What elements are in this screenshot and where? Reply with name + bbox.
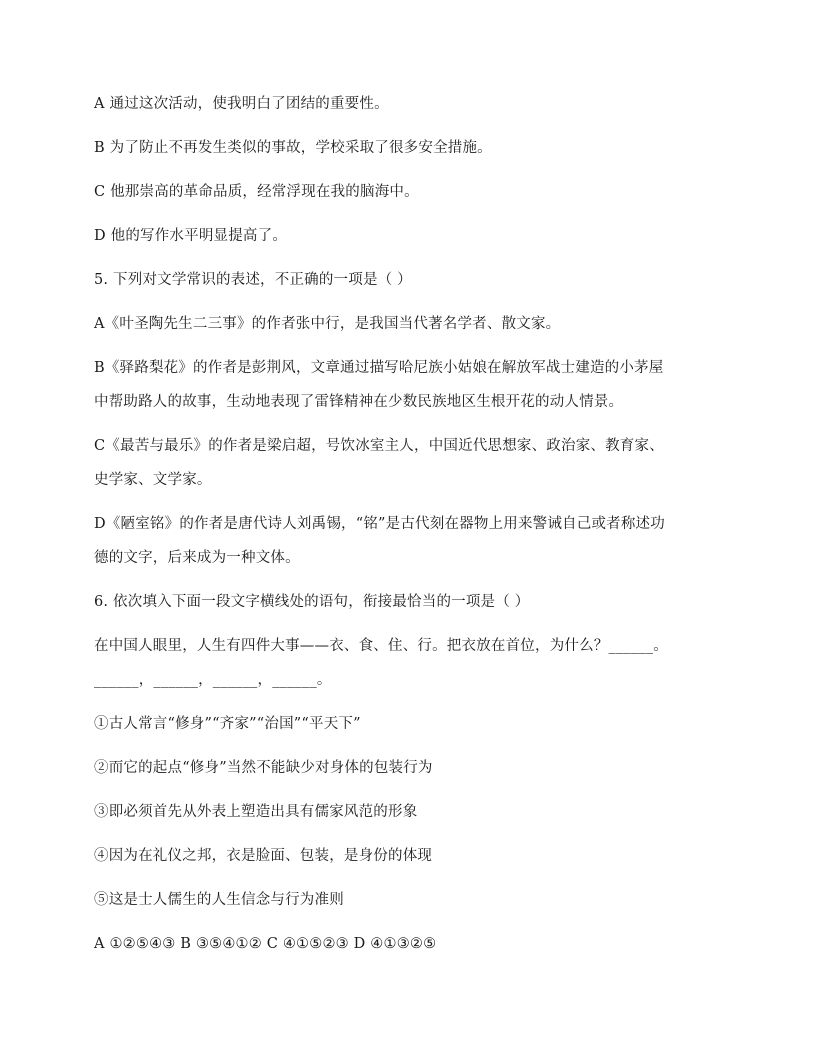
q5-option-c-line-2: 史学家、文学家。 (94, 472, 212, 488)
q6-sentence-4: ④因为在礼仪之邦，衣是脸面、包装，是身份的体现 (94, 848, 433, 864)
option-b-line: B 为了防止不再发生类似的事故，学校采取了很多安全措施。 (94, 140, 492, 156)
option-c-line: C 他那崇高的革命品质，经常浮现在我的脑海中。 (94, 184, 419, 200)
q5-option-b-line-1: B《驿路梨花》的作者是彭荆风，文章通过描写哈尼族小姑娘在解放军战士建造的小茅屋 (94, 360, 664, 376)
option-d-line: D 他的写作水平明显提高了。 (94, 228, 288, 244)
question-5-title: 5. 下列对文学常识的表述，不正确的一项是（ ） (94, 272, 412, 288)
q5-option-b-line-2: 中帮助路人的故事，生动地表现了雷锋精神在少数民族地区生根开花的动人情景。 (94, 394, 624, 410)
q6-passage-line-2: ______，______，______，______。 (94, 672, 332, 688)
q5-option-c-line-1: C《最苦与最乐》的作者是梁启超，号饮冰室主人，中国近代思想家、政治家、教育家、 (94, 438, 664, 454)
option-a-line: A 通过这次活动，使我明白了团结的重要性。 (94, 96, 389, 112)
q6-passage-line-1: 在中国人眼里，人生有四件大事——衣、食、住、行。把衣放在首位，为什么？______。 (94, 638, 668, 654)
q6-sentence-3: ③即必须首先从外表上塑造出具有儒家风范的形象 (94, 804, 418, 820)
q5-option-d-line-2: 德的文字，后来成为一种文体。 (94, 550, 300, 566)
document-content (94, 92, 724, 956)
q5-option-d-line-1: D《陋室铭》的作者是唐代诗人刘禹锡，“铭”是古代刻在器物上用来警诫自己或者称述功 (94, 516, 665, 532)
q5-option-a: A《叶圣陶先生二三事》的作者张中行，是我国当代著名学者、散文家。 (94, 316, 561, 332)
question-6-title: 6. 依次填入下面一段文字横线处的语句，衔接最恰当的一项是（ ） (94, 594, 530, 610)
q6-sentence-2: ②而它的起点“修身”当然不能缺少对身体的包装行为 (94, 760, 433, 776)
q6-sentence-1: ①古人常言“修身”“齐家”“治国”“平天下” (94, 716, 361, 732)
q6-answer-options: A ①②⑤④③ B ③⑤④①② C ④①⑤②③ D ④①③②⑤ (94, 936, 437, 952)
q6-sentence-5: ⑤这是士人儒生的人生信念与行为准则 (94, 892, 344, 908)
